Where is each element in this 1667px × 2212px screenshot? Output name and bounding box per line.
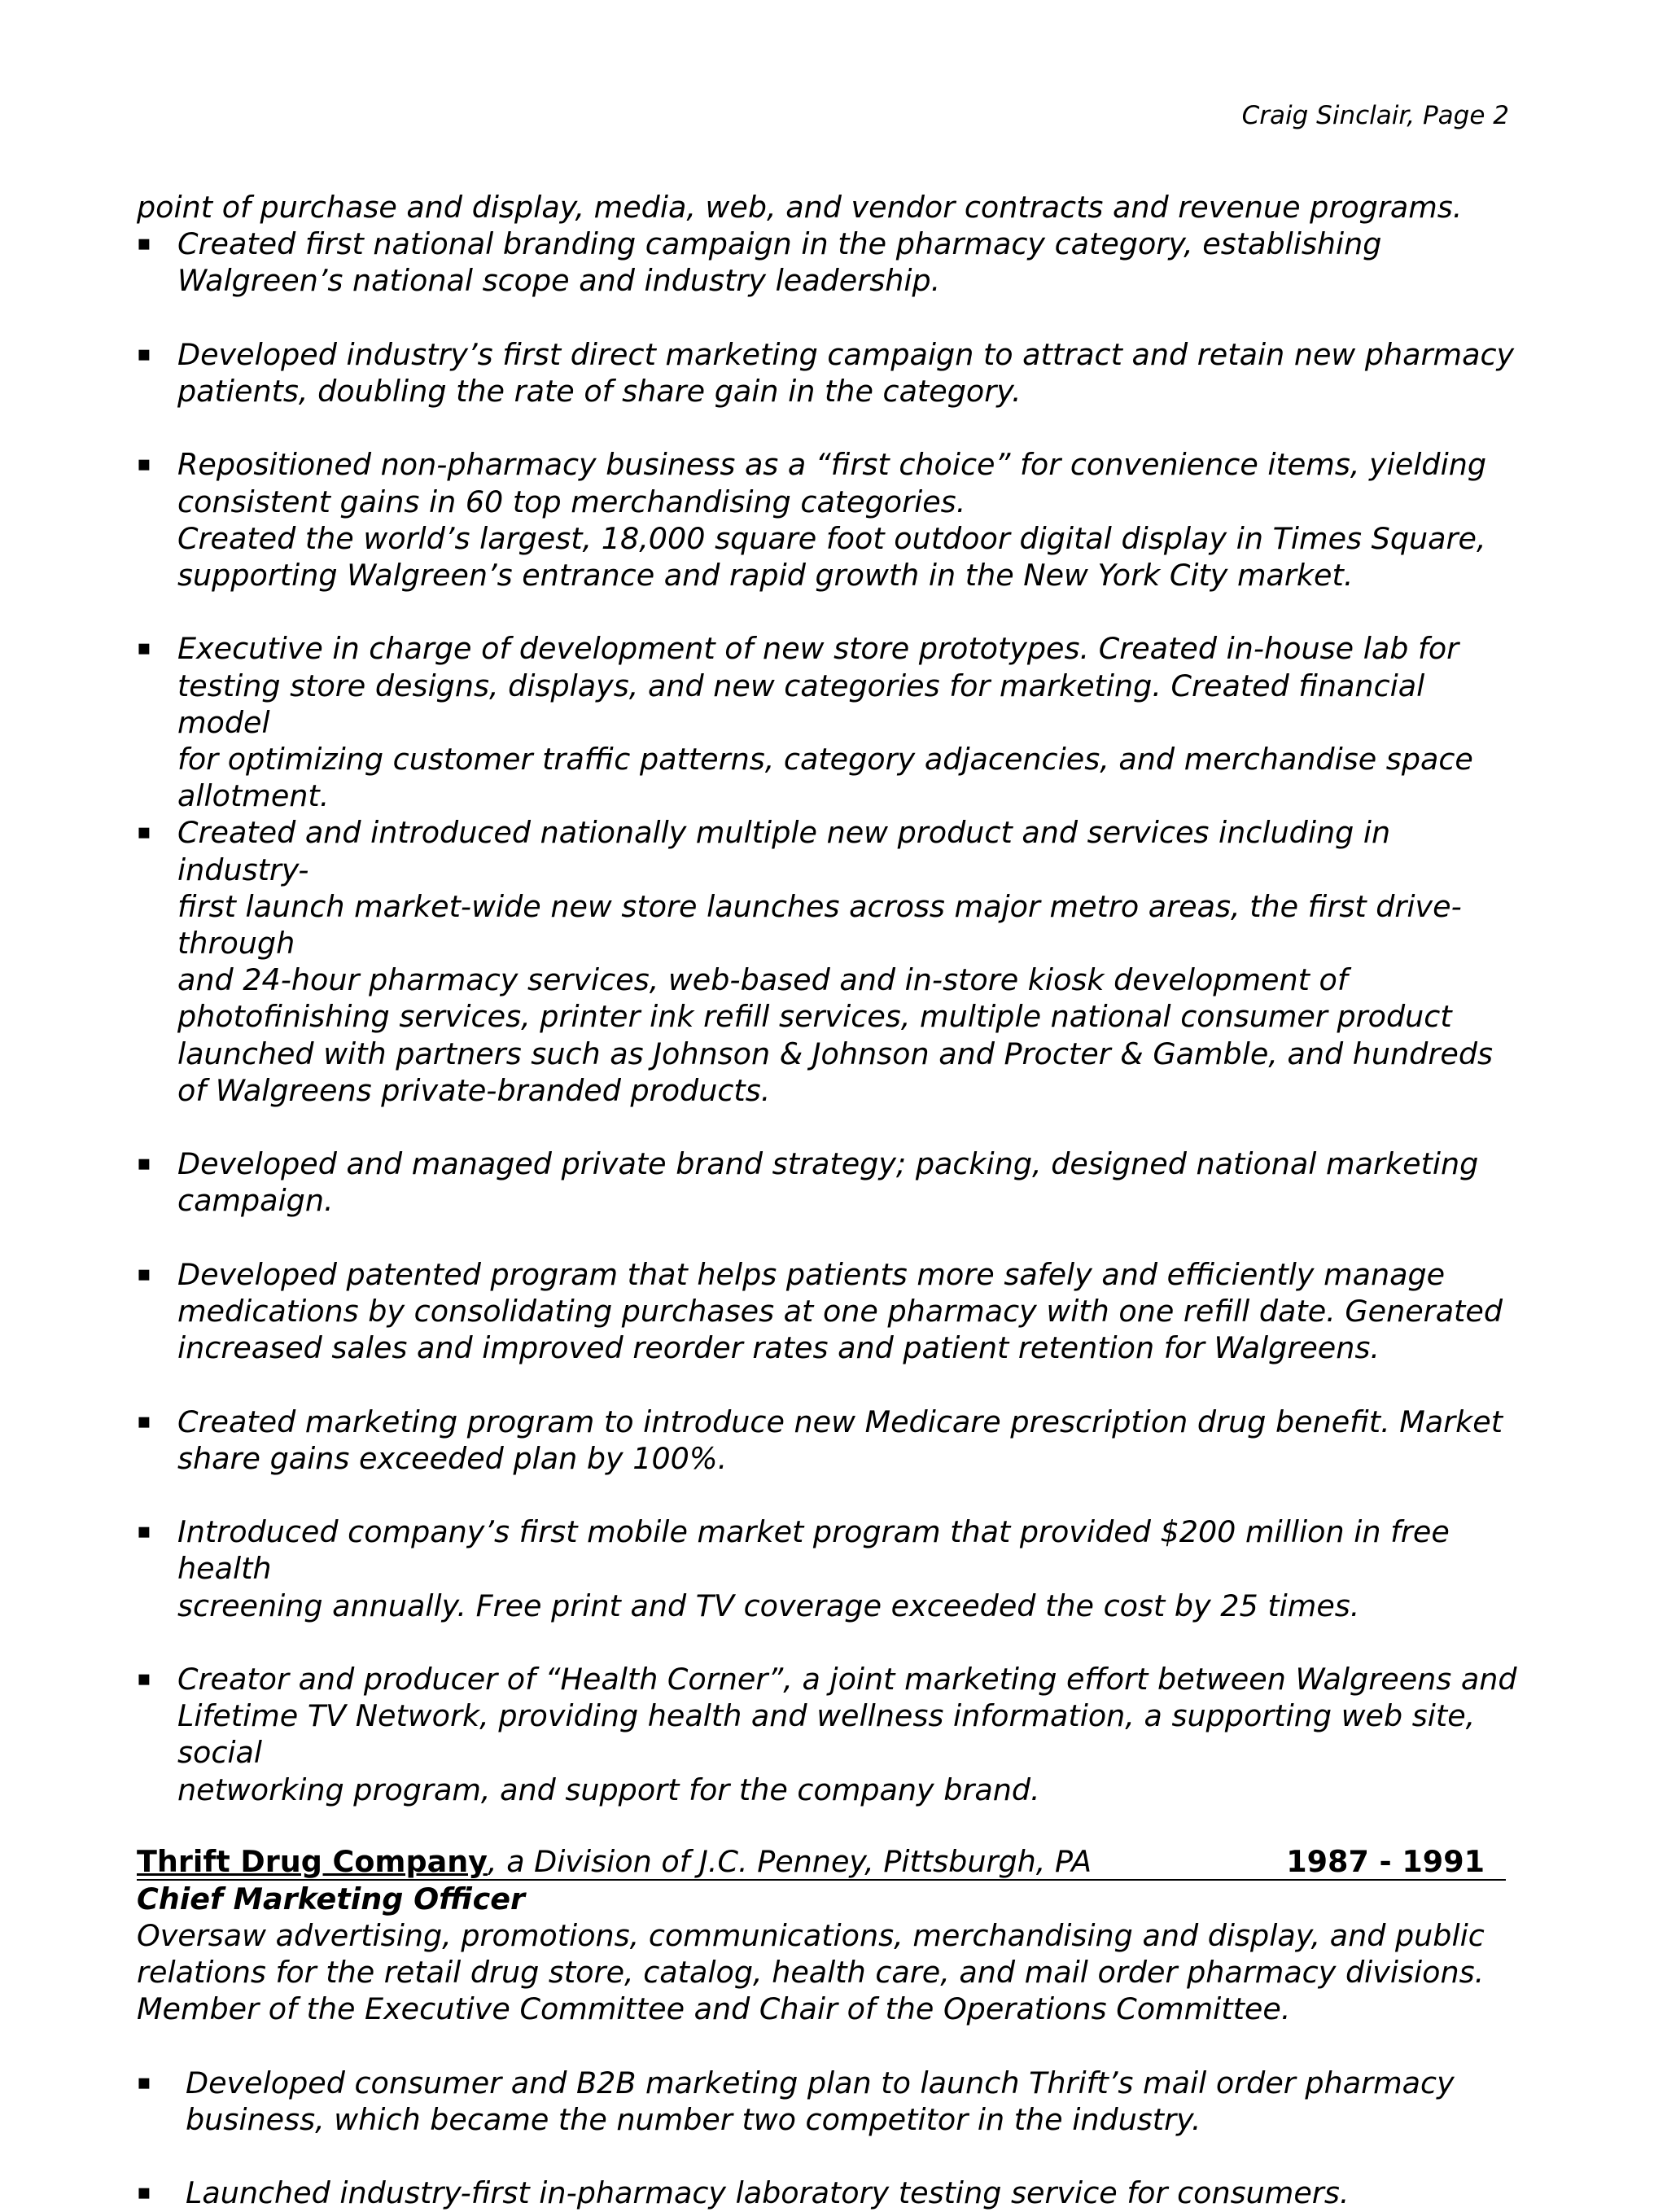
bullet-item xyxy=(137,1145,1520,1219)
bullet-text: Created marketing program to introduce new Medicare prescription drug benefit. Market share gains exceeded plan by 100%. xyxy=(177,1404,1503,1476)
company-location: , a Division of J.C. Penney, Pittsburgh, PA xyxy=(487,1844,1092,1879)
job-summary: Oversaw advertising, promotions, communications, merchandising and display, and public relations for the retail drug store, catalog, health care, and mail order pharmacy divisions. Member of the Executive Committee and Chair of the Operations Committee. xyxy=(137,1918,1485,2027)
bullet-item xyxy=(137,1404,1520,1477)
bullet-marker: ▪ xyxy=(137,452,151,477)
bullet-item xyxy=(137,336,1520,410)
bullet-item xyxy=(137,226,1520,299)
bullet-text: Developed patented program that helps patients more safely and efficiently manage medications by consolidating purchases at one pharmacy with one refill date. Generated increased sales and improved reorder rates and patient retention for Walgreens. xyxy=(177,1256,1503,1366)
bullet-marker: ▪ xyxy=(137,341,151,366)
bullet-marker: ▪ xyxy=(137,1408,151,1434)
bullet-text: Launched industry-first in-pharmacy laboratory testing service for consumers. xyxy=(186,2175,1350,2211)
bullet-item xyxy=(137,1256,1520,1367)
bullet-text: Developed consumer and B2B marketing plan to launch Thrift’s mail order pharmacy business, which became the number two competitor in the industry. xyxy=(186,2065,1455,2137)
bullet-marker: ▪ xyxy=(137,2070,151,2095)
bullet-item xyxy=(137,2175,1520,2211)
bullet-continuation: Created the world’s largest, 18,000 square foot outdoor digital display in Times Square, supporting Walgreen’s entrance and rapid growth in the New York City market. xyxy=(177,520,1486,593)
bullet-text: Introduced company’s first mobile market program that provided $200 million in free health screening annually. Free print and TV coverage exceeded the cost by 25 times. xyxy=(177,1514,1450,1623)
bullet-marker: ▪ xyxy=(137,1667,151,1691)
bullet-item xyxy=(137,1661,1520,1808)
bullet-marker: ▪ xyxy=(137,1151,151,1176)
job-title: Chief Marketing Officer xyxy=(137,1881,526,1916)
intro-line: point of purchase and display, media, web, and vendor contracts and revenue programs. xyxy=(137,190,1463,225)
bullet-item xyxy=(137,446,1520,519)
bullet-text: Created first national branding campaign in the pharmacy category, establishing Walgreen’s national scope and industry leadership. xyxy=(177,226,1382,299)
bullet-marker: ▪ xyxy=(137,2180,151,2205)
company-line xyxy=(137,1845,1092,1879)
bullet-text: Creator and producer of “Health Corner”, a joint marketing effort between Walgreens and Lifetime TV Network, providing health and wellness information, a supporting web site, social networking program, and support for the company brand. xyxy=(177,1662,1517,1807)
job-years: 1987 - 1991 xyxy=(1286,1844,1485,1879)
bullet-marker: ▪ xyxy=(137,636,151,661)
bullet-item xyxy=(137,814,1520,1109)
bullet-marker: ▪ xyxy=(137,231,151,256)
bullet-marker: ▪ xyxy=(137,820,151,845)
bullet-text: Executive in charge of development of new store prototypes. Created in-house lab for testing store designs, displays, and new categories for marketing. Created financial model for optimizing customer traffic patterns, category adjacencies, and merchandise space allotment. xyxy=(177,631,1473,814)
bullet-item xyxy=(137,630,1520,814)
bullet-text: Developed industry’s first direct marketing campaign to attract and retain new pharmacy patients, doubling the rate of share gain in the category. xyxy=(177,336,1515,409)
page-header: Craig Sinclair, Page 2 xyxy=(1241,101,1509,130)
bullet-text: Developed and managed private brand strategy; packing, designed national marketing campaign. xyxy=(177,1146,1479,1219)
bullet-marker: ▪ xyxy=(137,1261,151,1286)
bullet-item xyxy=(137,1513,1520,1624)
bullet-item xyxy=(137,2065,1520,2138)
company-row xyxy=(137,1845,1506,1881)
company-name: Thrift Drug Company xyxy=(137,1844,488,1879)
bullet-text: Created and introduced nationally multiple new product and services including in industry- first launch market-wide new store launches across major metro areas, the first drive-through and 24-hour pharmacy services, web-based and in-store kiosk development of photofinishing services, printer ink refill services, multiple national consumer product launched with partners such as Johnson & Johnson and Procter & Gamble, and hundreds of Walgreens private-branded products. xyxy=(177,815,1493,1108)
bullet-marker: ▪ xyxy=(137,1519,151,1544)
bullet-text: Repositioned non-pharmacy business as a “first choice” for convenience items, yielding consistent gains in 60 top merchandising categories. xyxy=(177,447,1487,519)
resume-content xyxy=(137,189,1520,2212)
